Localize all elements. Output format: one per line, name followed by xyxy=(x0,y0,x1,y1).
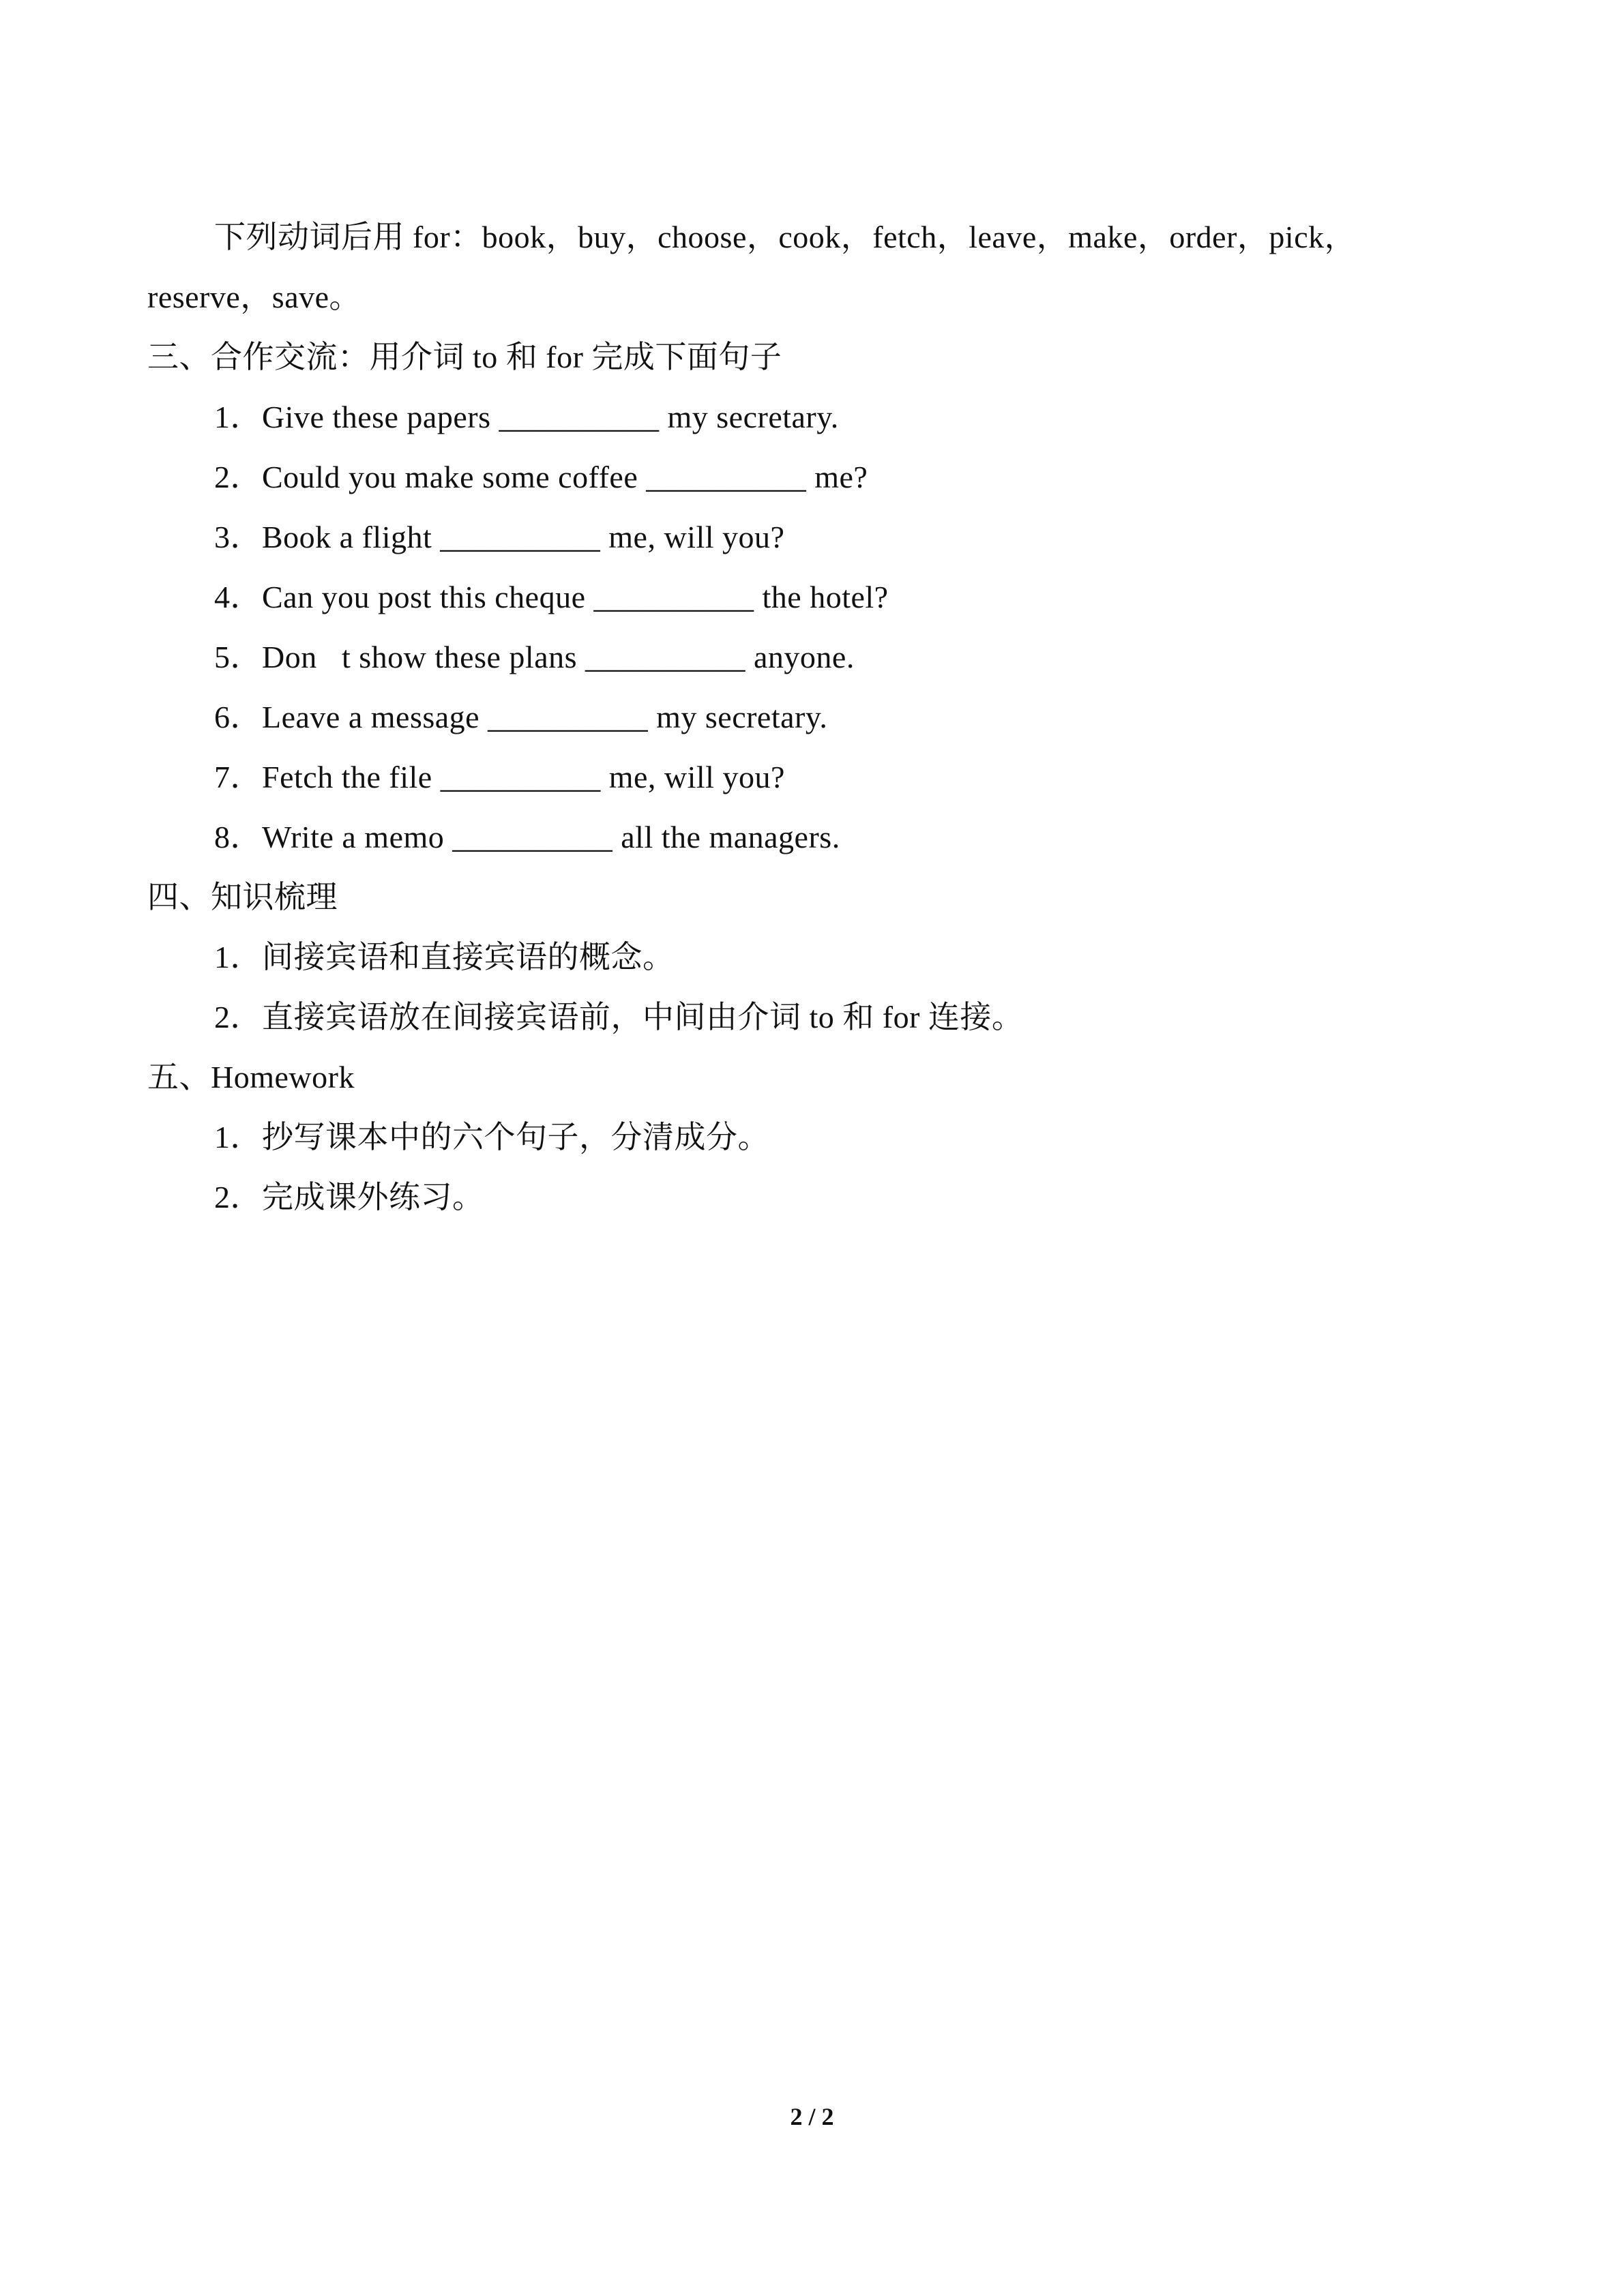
intro-line-2: reserve，save。 xyxy=(147,280,361,314)
exercise-item-6: 6．Leave a message __________ my secretary. xyxy=(214,700,828,734)
summary-item-1: 1．间接宾语和直接宾语的概念。 xyxy=(214,940,675,974)
exercise-item-8: 8．Write a memo __________ all the managers. xyxy=(214,820,840,854)
homework-item-2: 2．完成课外练习。 xyxy=(214,1180,484,1214)
page-number: 2 / 2 xyxy=(790,2103,834,2130)
summary-item-2: 2．直接宾语放在间接宾语前，中间由介词 to 和 for 连接。 xyxy=(214,1000,1024,1034)
exercise-item-5: 5．Don t show these plans __________ anyone. xyxy=(214,640,855,674)
section-4-heading: 四、知识梳理 xyxy=(147,880,338,914)
intro-line-1: 下列动词后用 for：book，buy，choose，cook，fetch，leave，make，order，pick， xyxy=(214,220,1357,254)
exercise-item-2: 2．Could you make some coffee __________ me? xyxy=(214,460,868,494)
exercise-item-7: 7．Fetch the file __________ me, will you? xyxy=(214,760,785,794)
exercise-item-4: 4．Can you post this cheque __________ the hotel? xyxy=(214,580,889,614)
section-3-heading: 三、合作交流：用介词 to 和 for 完成下面句子 xyxy=(147,340,782,374)
section-5-heading: 五、Homework xyxy=(147,1060,355,1094)
exercise-item-3: 3．Book a flight __________ me, will you? xyxy=(214,520,785,554)
homework-item-1: 1．抄写课本中的六个句子，分清成分。 xyxy=(214,1120,769,1154)
exercise-item-1: 1．Give these papers __________ my secretary. xyxy=(214,400,839,434)
